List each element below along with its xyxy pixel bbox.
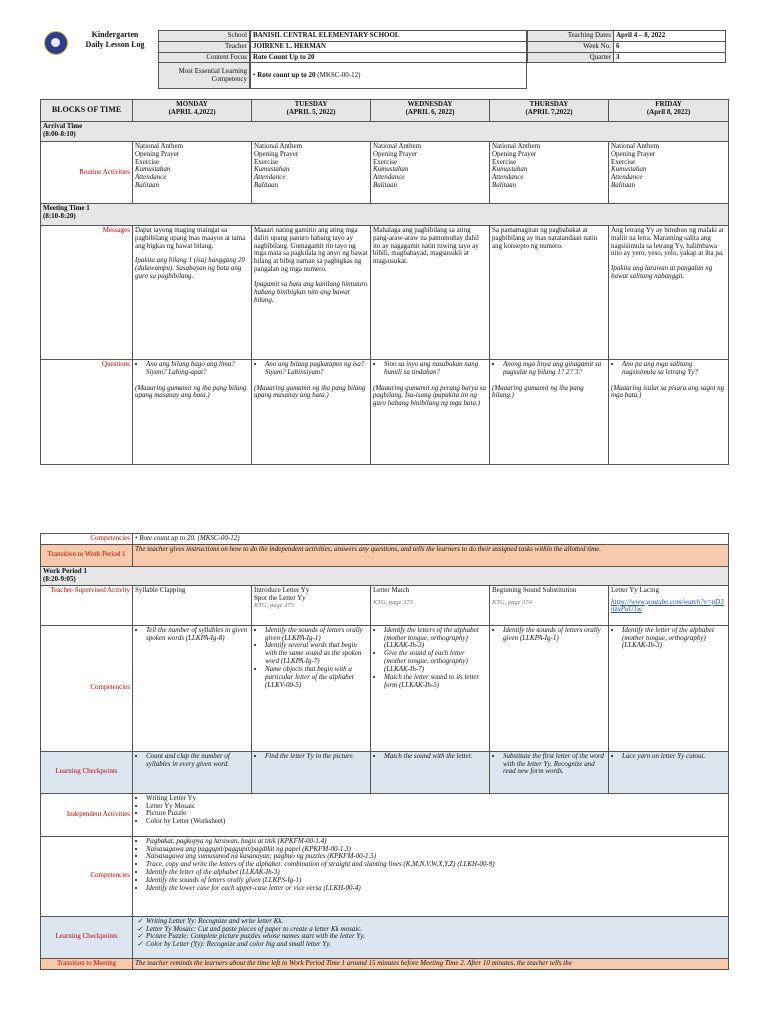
tsa-friday bbox=[609, 585, 729, 625]
independent-activities-list bbox=[135, 795, 726, 826]
routine-item: Kumustahan bbox=[254, 165, 290, 174]
question-note: (Maaaring gumamit ng perang barya sa pagbilang. Isa-isang ipapakita ito ng guro habang binibilang ng mga bata.) bbox=[373, 383, 486, 408]
day-header-tuesday bbox=[252, 100, 371, 122]
meeting-time-1-row bbox=[41, 204, 729, 226]
day-header-thursday bbox=[490, 100, 609, 122]
routine-item: Attendance bbox=[492, 173, 524, 182]
list-item: • Color by Letter (Worksheet) bbox=[146, 818, 726, 826]
teaching-dates-value: April 4 – 8, 2022 bbox=[614, 31, 726, 42]
checkpoint-monday bbox=[133, 751, 252, 793]
arrival-time-row bbox=[41, 122, 729, 142]
day-header-friday bbox=[609, 100, 729, 122]
questions-thursday bbox=[490, 360, 609, 465]
message-instruction: Ipakita ang larawan at pangalan ng bawat salitang nabanggit. bbox=[611, 264, 713, 281]
tsa-tuesday bbox=[252, 585, 371, 625]
competency-list bbox=[254, 627, 368, 690]
list-item: • Give the sound of each letter (mother tongue, orthography) (LLKAK-Ih-7) bbox=[384, 650, 487, 673]
list-item: ✓ Writing Letter Yy: Recognize and write letter Kk. bbox=[146, 918, 726, 926]
routine-cell-thursday bbox=[490, 142, 609, 204]
routine-item: Opening Prayer bbox=[135, 149, 180, 158]
day-date: (APRIL 7,2022) bbox=[525, 107, 573, 116]
questions-label: Questions bbox=[41, 360, 133, 465]
title-line-kindergarten: Kindergarten bbox=[91, 30, 139, 39]
week-schedule-table bbox=[40, 99, 729, 465]
list-item: ✓ Letter Yy Mosaic: Cut and paste pieces of paper to create a letter Kk mosaic. bbox=[146, 926, 726, 934]
routine-item: Attendance bbox=[135, 173, 167, 182]
day-date: (April 8, 2022) bbox=[646, 107, 691, 116]
competency-list bbox=[135, 627, 249, 643]
question-text: • Sino sa inyo ang nasabukan nang bumili sa tindahan? bbox=[384, 361, 487, 377]
competency-list bbox=[611, 627, 726, 650]
routine-item: Exercise bbox=[254, 157, 279, 166]
question-note: (Maaaring gumamit ng iba pang bilang upang masanay ang bata.) bbox=[135, 383, 247, 400]
questions-monday bbox=[133, 360, 252, 465]
tsa-title: Letter Yy Lacing bbox=[611, 585, 659, 594]
independent-activities bbox=[133, 793, 729, 836]
routine-item: Balitaan bbox=[254, 181, 279, 190]
day-header-wednesday bbox=[371, 100, 490, 122]
transition-meeting-text: The teacher reminds the learners about the time left in Work Period Time 1 around 15 minutes before Meeting Time 2. After 10 minutes, the teacher tells the bbox=[133, 958, 729, 969]
transition-work-text: The teacher gives instructions on how to do the independent activities, answers any questions, and tells the learners to do their assigned tasks within the allotted time. bbox=[133, 544, 729, 566]
tsa-title-2: Spot the Letter Yy bbox=[254, 593, 306, 602]
routine-cell-monday bbox=[133, 142, 252, 204]
day-date: (APRIL 4,2022) bbox=[168, 107, 216, 116]
message-friday bbox=[609, 226, 729, 360]
message-monday bbox=[133, 226, 252, 360]
competency-list bbox=[373, 627, 487, 690]
tsa-reference: KTG, page 374 bbox=[492, 598, 532, 606]
competencies-wednesday bbox=[371, 625, 490, 751]
competencies-friday bbox=[609, 625, 729, 751]
day-name: TUESDAY bbox=[294, 100, 328, 108]
document-title bbox=[72, 30, 158, 49]
routine-item: Balitaan bbox=[135, 181, 160, 190]
routine-item: Exercise bbox=[135, 157, 160, 166]
questions-wednesday bbox=[371, 360, 490, 465]
competencies-tuesday bbox=[252, 625, 371, 751]
routine-item: Kumustahan bbox=[135, 165, 171, 174]
work-period-1-label: Work Period 1 bbox=[43, 566, 87, 575]
list-item: ✓ Color by Letter (Yy): Recognize and color big and small letter Yy. bbox=[146, 941, 726, 949]
teacher-supervised-label: Teacher-Supervised Activity bbox=[41, 585, 133, 625]
routine-cell-tuesday bbox=[252, 142, 371, 204]
tsa-title: Syllable Clapping bbox=[135, 585, 186, 594]
tsa-title: Introduce Letter Yy bbox=[254, 585, 310, 594]
transition-meeting-label: Transition to Meeting bbox=[41, 958, 133, 969]
message-text: Maaari nating gamitin ang ating mga daliri upang panuro habang tayo ay nagbibilang. Gumagamit rin tayo ng mga mata sa pagkilala ng anyo ng bawat bilang at bibig naman sa pagbigkas ng pangalan ng mga numero. bbox=[254, 226, 368, 274]
routine-item: Opening Prayer bbox=[611, 149, 656, 158]
routine-item: Balitaan bbox=[611, 181, 636, 190]
work-period-table bbox=[40, 533, 729, 970]
teaching-dates-label: Teaching Dates bbox=[528, 31, 614, 42]
competencies-2-label: Competencies bbox=[41, 836, 133, 916]
mel-competency: Rote count up to 20 bbox=[257, 71, 316, 80]
tsa-reference: KTG, page 373 bbox=[373, 598, 413, 606]
message-instruction: Ipakita ang bilang 1 (isa) hanggang 20 (dalawampu). Sasabayan ng bata ang guro sa pagbibilang. bbox=[135, 256, 246, 281]
teacher-label: Teacher bbox=[159, 41, 250, 52]
tsa-title: Beginning Sound Substitution bbox=[492, 585, 577, 594]
day-date: (APRIL 5, 2022) bbox=[286, 107, 336, 116]
questions-tuesday bbox=[252, 360, 371, 465]
competency-list bbox=[492, 627, 606, 643]
messages-label: Messages bbox=[41, 226, 133, 360]
arrival-time-label: Arrival Time bbox=[43, 122, 83, 130]
message-text: Mahalaga ang pagbibilang sa ating pang-araw-araw na pamumuhay dahil ito ay nagagamit natin tuwing tayo ay bibili, magbabayad, magsusukli at magsusukat. bbox=[373, 226, 479, 266]
message-tuesday bbox=[252, 226, 371, 360]
learning-checkpoints-label: Learning Checkpoints bbox=[41, 751, 133, 793]
routine-item: Attendance bbox=[611, 173, 643, 182]
question-note: (Maaaring isulat sa pisara ang sagot ng mga bata.) bbox=[611, 383, 725, 400]
transition-work-label: Transition to Work Period 1 bbox=[41, 544, 133, 566]
message-wednesday bbox=[371, 226, 490, 360]
routine-item: National Anthem bbox=[135, 142, 184, 150]
routine-item: National Anthem bbox=[254, 142, 303, 150]
quarter-value: 3 bbox=[614, 52, 726, 63]
week-no-label: Week No. bbox=[528, 41, 614, 52]
routine-item: Kumustahan bbox=[611, 165, 647, 174]
day-date: (APRIL 6, 2022) bbox=[405, 107, 455, 116]
list-item: • Identify the sounds of letters orally given (LLKPS-Ig-1) bbox=[146, 877, 726, 885]
list-item: • Writing Letter Yy bbox=[146, 795, 726, 803]
list-item: • Identify the letter of the alphabet (LLKAK-Ih-3) bbox=[146, 869, 726, 877]
work-period-1-range: (8:20-9:05) bbox=[43, 574, 76, 583]
routine-cell-friday bbox=[609, 142, 729, 204]
routine-item: Balitaan bbox=[373, 181, 398, 190]
week-no-value: 6 bbox=[614, 41, 726, 52]
content-focus-value: Rote Count Up to 20 bbox=[251, 52, 527, 63]
tsa-title: Letter Match bbox=[373, 585, 410, 594]
list-item: • Picture Puzzle bbox=[146, 810, 726, 818]
deped-seal-logo bbox=[44, 31, 68, 55]
list-item: • Name objects that begin with a particular letter of the alphabet (LLKV-00-5) bbox=[265, 666, 368, 689]
mel-code: (MKSC-00-12) bbox=[317, 71, 361, 80]
routine-item: National Anthem bbox=[492, 142, 541, 150]
competency-top-text: Rote count up to 20. (MKSC-00-12) bbox=[139, 534, 240, 542]
routine-item: Exercise bbox=[492, 157, 517, 166]
list-item: • Tell the number of syllables in given spoken words (LLKPA-Ig-8) bbox=[146, 627, 249, 643]
competency-top: • Rote count up to 20. (MKSC-00-12) bbox=[133, 534, 729, 545]
routine-item: National Anthem bbox=[611, 142, 660, 150]
list-item: • Identify the sounds of letters orally given (LLKPA-Ig-1) bbox=[503, 627, 606, 643]
message-text: Sa pamamagitan ng pagbabakat at pagbibilang ay mas natatandaan natin ang konsepto ng numero. bbox=[492, 226, 598, 250]
routine-item: Kumustahan bbox=[492, 165, 528, 174]
routine-item: Opening Prayer bbox=[373, 149, 418, 158]
message-text: Ang letrang Yy ay binubuo ng malaki at maliit na letra. Maraming salita ang nagsisimula sa letrang Yy, halimbawa nito ay yero, yeso, yelo, yakap at iba pa. bbox=[611, 226, 724, 258]
message-instruction: Ipagamit sa bata ang kanilang hintuturo habang binibigkas nito ang bawat bilang. bbox=[254, 279, 368, 304]
tsa-video-link[interactable]: https://www.youtube.com/watch?v=pD3nzuPuU1w bbox=[611, 597, 724, 614]
list-item: • Identify the letter of the alphabet (mother tongue, orthography) (LLKAK-Ih-3) bbox=[622, 627, 726, 650]
header-dates-table bbox=[527, 30, 726, 63]
competencies-label-top: Competencies bbox=[41, 534, 133, 545]
checkpoint-text: • Find the letter Yy in the picture. bbox=[265, 753, 368, 761]
message-text: Dapat tayong maging maingat sa pagbibilang upang mas maayos at tama ang bigkas ng bawat bilang. bbox=[135, 226, 246, 250]
mel-value: • Rote count up to 20 (MKSC-00-12) bbox=[251, 63, 527, 89]
competencies-label: Competencies bbox=[41, 625, 133, 751]
question-text: • Ano pa ang mga salitang nagsisimula sa letrang Yy? bbox=[622, 361, 726, 377]
question-text: • Ano ang bilang pagkatapos ng isa? Siyam? Labinsiyam? bbox=[265, 361, 368, 377]
day-header-monday bbox=[133, 100, 252, 122]
mel-label: Most Essential Learning Competency bbox=[159, 63, 250, 89]
blocks-of-time-header: BLOCKS OF TIME bbox=[41, 100, 133, 122]
tsa-reference: KTG, page 373 bbox=[254, 602, 294, 610]
competencies-thursday bbox=[490, 625, 609, 751]
learning-checkpoints-2-label: Learning Checkpoints bbox=[41, 916, 133, 958]
routine-item: Opening Prayer bbox=[492, 149, 537, 158]
list-item: • Naisasagawa ang paggupit/paggupit/pagdikit ng papel (KPKFM-00-1.3) bbox=[146, 846, 726, 854]
routine-item: Kumustahan bbox=[373, 165, 409, 174]
routine-item: Attendance bbox=[254, 173, 286, 182]
header-values-table bbox=[250, 30, 527, 89]
arrival-time-range: (8:00-8:10) bbox=[43, 129, 76, 138]
competencies-2-list bbox=[135, 838, 726, 893]
routine-item: Exercise bbox=[373, 157, 398, 166]
question-note: (Maaaring gumamit ng iba pang bilang.) bbox=[492, 383, 584, 400]
teacher-value: JOIRENE L. HERMAN bbox=[251, 41, 527, 52]
routine-item: Opening Prayer bbox=[254, 149, 299, 158]
list-item: • Identify the sounds of letters orally given (LLKPA-Ig-1) bbox=[265, 627, 368, 643]
title-line-daily-lesson-log: Daily Lesson Log bbox=[85, 39, 145, 49]
routine-activities-label: Routine Activities bbox=[41, 142, 133, 204]
school-value: BANISIL CENTRAL ELEMENTARY SCHOOL bbox=[251, 31, 527, 42]
list-item: • Trace, copy and write the letters of the alphabet: combination of straight and slanting lines (K,M,N,V,W,X,Y,Z) (LLKH-00-9) bbox=[146, 861, 726, 869]
list-item: ✓ Picture Puzzle: Complete picture puzzles whose names start with the letter Yy. bbox=[146, 933, 726, 941]
list-item: • Letter Yy Mosaic bbox=[146, 803, 726, 811]
checkpoint-text: • Substitute the first letter of the word with the letter Yy. Recognize and read new form words. bbox=[503, 753, 606, 776]
day-name: FRIDAY bbox=[655, 100, 682, 108]
quarter-label: Quarter bbox=[528, 52, 614, 63]
tsa-wednesday bbox=[371, 585, 490, 625]
day-name: THURSDAY bbox=[529, 100, 569, 108]
routine-item: National Anthem bbox=[373, 142, 422, 150]
tsa-monday bbox=[133, 585, 252, 625]
day-name: WEDNESDAY bbox=[407, 100, 453, 108]
header-info-table bbox=[158, 30, 250, 89]
question-text: • Ano ang bilang bago ang lima? Siyam? Labing-apat? bbox=[146, 361, 249, 377]
checkpoint-friday bbox=[609, 751, 729, 793]
independent-activities-label: Independent Activities bbox=[41, 793, 133, 836]
questions-friday bbox=[609, 360, 729, 465]
checkpoint-wednesday bbox=[371, 751, 490, 793]
competencies-monday bbox=[133, 625, 252, 751]
message-thursday bbox=[490, 226, 609, 360]
question-note: (Maaaring gumamit ng iba pang bilang upang masanay ang bata.) bbox=[254, 383, 366, 400]
school-label: School bbox=[159, 31, 250, 42]
checkpoint-text: • Match the sound with the letter. bbox=[384, 753, 487, 761]
routine-item: Balitaan bbox=[492, 181, 517, 190]
tsa-thursday bbox=[490, 585, 609, 625]
checkpoint-text: • Count and clap the number of syllables in every given word. bbox=[146, 753, 249, 769]
routine-cell-wednesday bbox=[371, 142, 490, 204]
list-item: • Identify several words that begin with the same sound as the spoken word (LLKPA-Ig-7) bbox=[265, 642, 368, 665]
learning-checkpoints-2-list bbox=[135, 918, 726, 949]
meeting-time-1-label: Meeting Time 1 bbox=[43, 204, 90, 212]
list-item: • Pagbakat, pagkopya ng larawan, hugis at titik (KPKFM-00-1.4) bbox=[146, 838, 726, 846]
day-name: MONDAY bbox=[176, 100, 208, 108]
checkpoint-thursday bbox=[490, 751, 609, 793]
question-text: • Anong mga linya ang ginagamit sa pagsulat ng bilang 1? 2? 3? bbox=[503, 361, 606, 377]
meeting-time-1-range: (8:10-8:20) bbox=[43, 211, 76, 220]
routine-item: Attendance bbox=[373, 173, 405, 182]
work-period-1-row bbox=[41, 566, 729, 585]
checkpoint-tuesday bbox=[252, 751, 371, 793]
checkpoint-text: • Lace yarn on letter Yy cutout. bbox=[622, 753, 726, 761]
learning-checkpoints-2 bbox=[133, 916, 729, 958]
list-item: • Naisasagawa ang sumusunod na kasanayan; pagbuo ng puzzles (KPKFM-00-1.5) bbox=[146, 853, 726, 861]
routine-item: Exercise bbox=[611, 157, 636, 166]
competencies-2 bbox=[133, 836, 729, 916]
content-focus-label: Content Focus bbox=[159, 52, 250, 63]
list-item: • Match the letter sound to its letter form (LLKAK-Ih-5) bbox=[384, 674, 487, 690]
list-item: • Identify the letters of the alphabet (mother tongue, orthography) (LLKAK-Ih-3) bbox=[384, 627, 487, 650]
list-item: • Identify the lower case for each upper-case letter or vice versa (LLKH-00-4) bbox=[146, 885, 726, 893]
